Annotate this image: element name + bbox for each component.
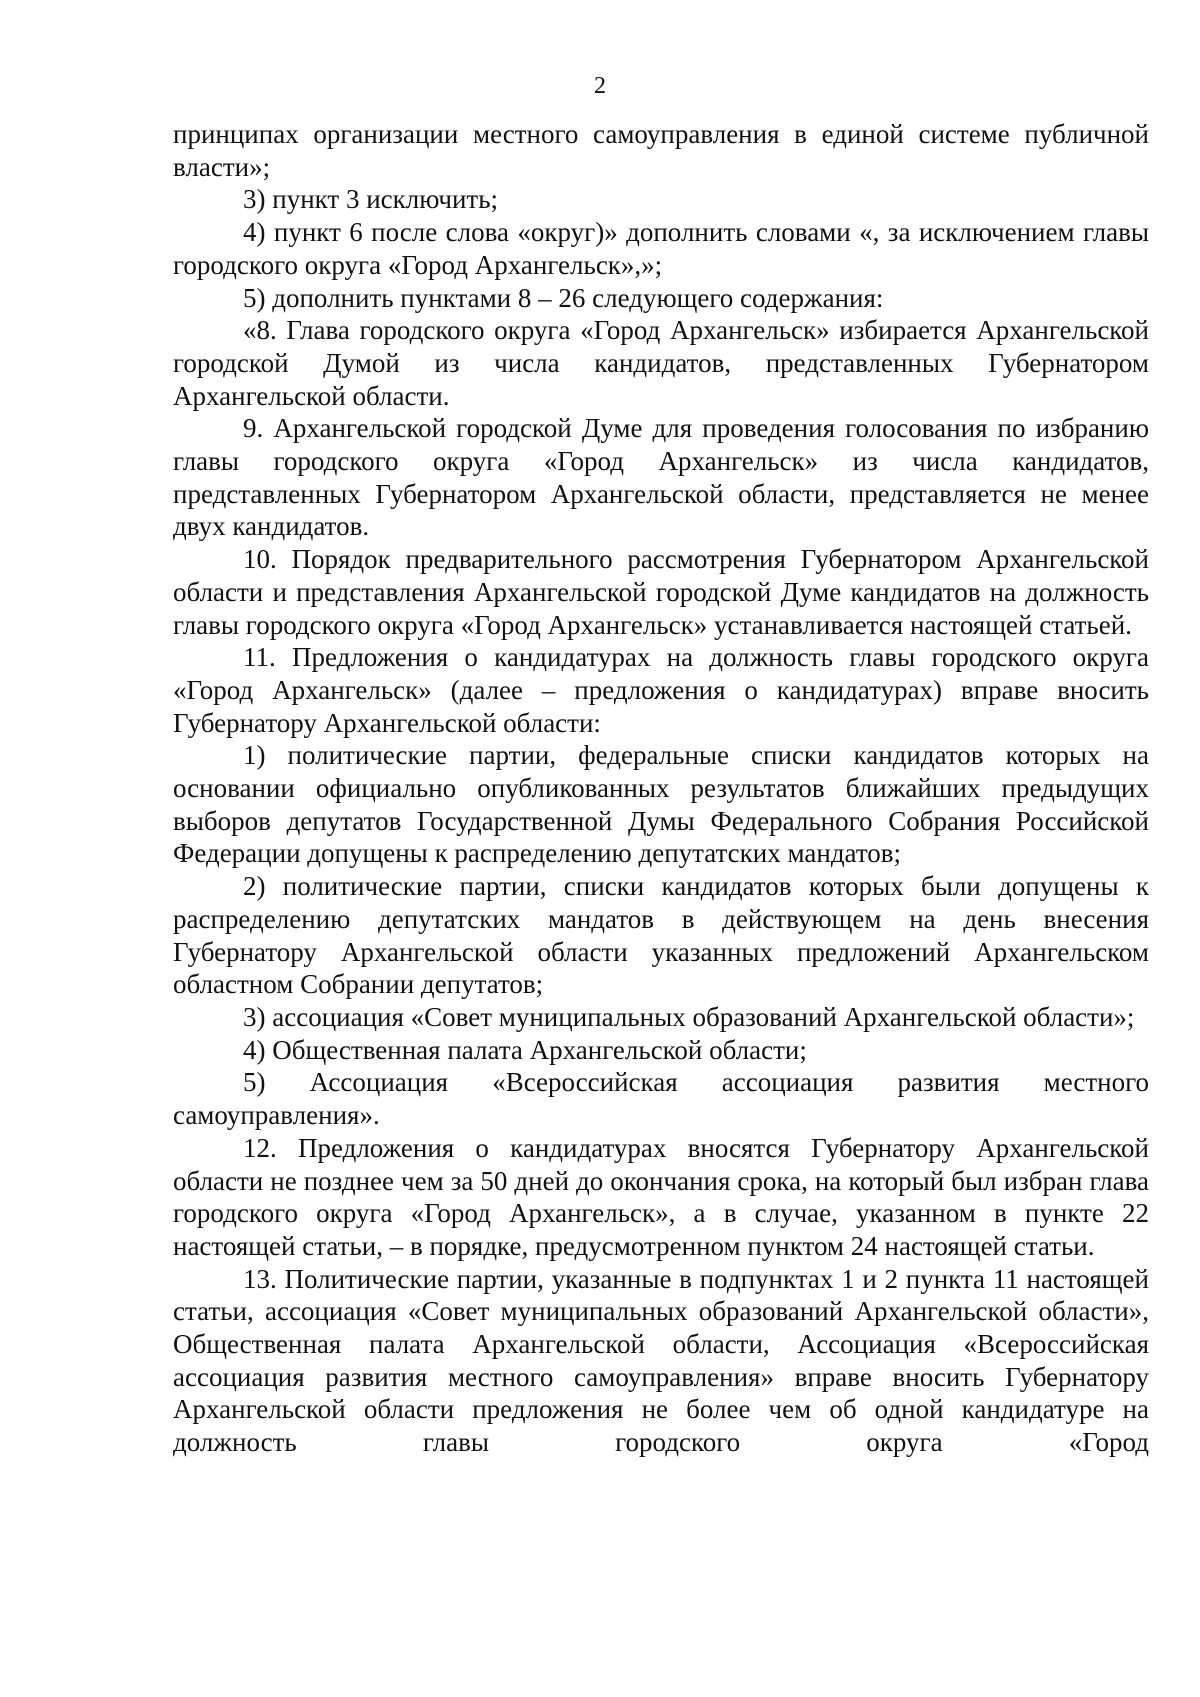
paragraph: 11. Предложения о кандидатурах на должность главы городского округа «Город Архангельск» (далее – предложения о кандидатурах) вправе вносить Губернатору Архангельской области: xyxy=(173,642,1149,738)
page-number: 2 xyxy=(594,73,606,99)
paragraph: 12. Предложения о кандидатурах вносятся Губернатору Архангельской области не позднее чем за 50 дней до окончания срока, на который был избран глава городского округа «Город Архангельск», а в случае, указанном в пункте 22 настоящей статьи, – в порядке, предусмотренном пунктом 24 настоящей статьи. xyxy=(173,1132,1149,1261)
document-body xyxy=(173,118,1149,1459)
paragraph: 9. Архангельской городской Думе для проведения голосования по избранию главы городского округа «Город Архангельск» из числа кандидатов, представленных Губернатором Архангельской области, представляется не менее двух кандидатов. xyxy=(173,413,1149,542)
paragraph: 3) пункт 3 исключить; xyxy=(243,184,499,215)
paragraph: 3) ассоциация «Совет муниципальных образований Архангельской области»; xyxy=(243,1001,1135,1032)
paragraph: 2) политические партии, списки кандидатов которых были допущены к распределению депутатских мандатов в действующем на день внесения Губернатору Архангельской области указанных предложений Архангельском областном Собрании депутатов; xyxy=(173,871,1149,1000)
paragraph: 13. Политические партии, указанные в подпунктах 1 и 2 пункта 11 настоящей статьи, ассоциация «Совет муниципальных образований Архангельской области», Общественная палата Архангельской области, Ассоциация «Всероссийская ассоциация развития местного самоуправления» вправе вносить Губернатору Архангельской области предложения не более чем об одной кандидатуре на должность главы городского округа «Город xyxy=(173,1263,1149,1458)
paragraph: 4) пункт 6 после слова «округ)» дополнить словами «, за исключением главы городского округа «Город Архангельск»,»; xyxy=(173,217,1149,280)
paragraph: 5) дополнить пунктами 8 – 26 следующего содержания: xyxy=(243,282,884,313)
paragraph: 1) политические партии, федеральные списки кандидатов которых на основании официально опубликованных результатов ближайших предыдущих выборов депутатов Государственной Думы Федерального Собрания Российской Федерации допущены к распределению депутатских мандатов; xyxy=(173,740,1149,869)
paragraph: 10. Порядок предварительного рассмотрения Губернатором Архангельской области и представления Архангельской городской Думе кандидатов на должность главы городского округа «Город Архангельск» устанавливается настоящей статьей. xyxy=(173,544,1149,640)
paragraph: принципах организации местного самоуправления в единой системе публичной власти»; xyxy=(173,119,1149,182)
paragraph: 5) Ассоциация «Всероссийская ассоциация развития местного самоуправления». xyxy=(173,1067,1149,1131)
paragraph: 4) Общественная палата Архангельской области; xyxy=(243,1034,807,1065)
paragraph: «8. Глава городского округа «Город Архангельск» избирается Архангельской городской Думой из числа кандидатов, представленных Губернатором Архангельской области. xyxy=(173,315,1149,411)
